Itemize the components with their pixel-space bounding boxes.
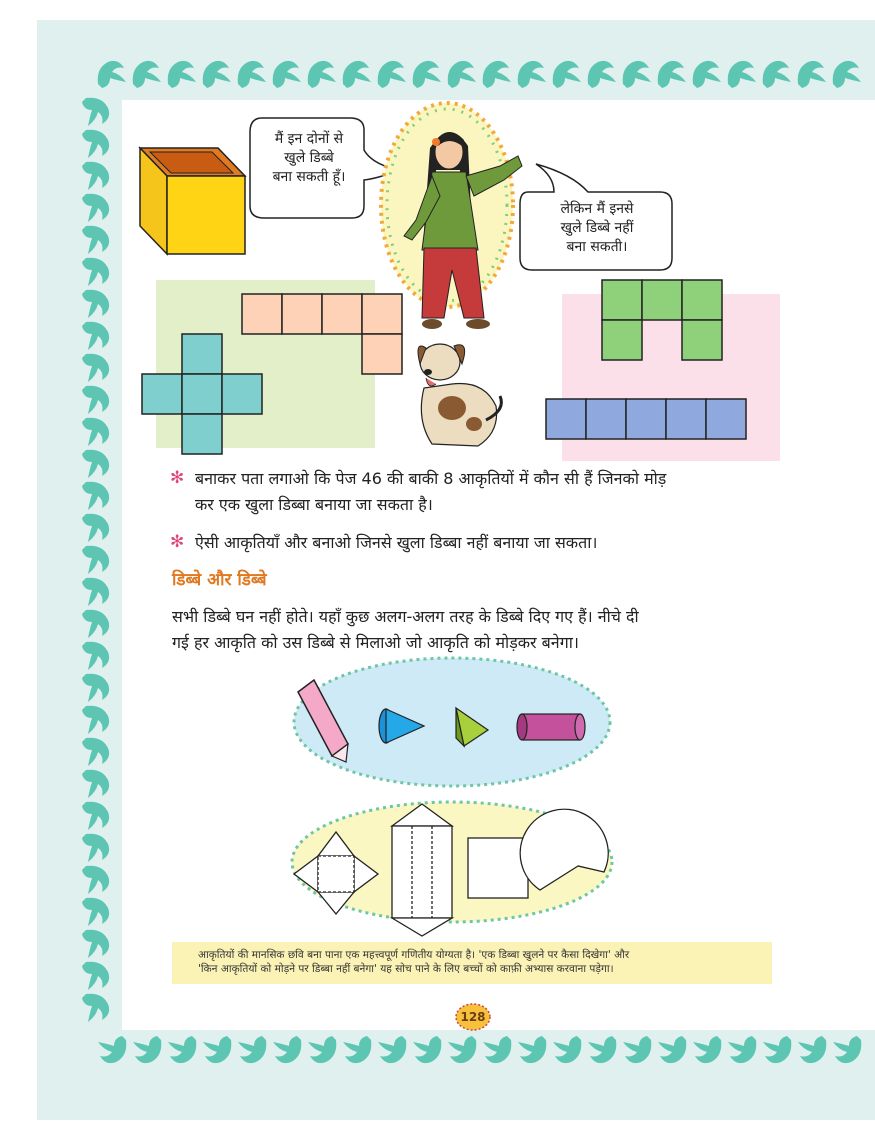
speech-right-line: बना सकती। (566, 239, 628, 255)
bullet-text-2 (195, 530, 597, 556)
square-net (468, 838, 528, 898)
note-line: आकृतियों की मानसिक छवि बना पाना एक महत्त्वपूर्ण गणितीय योग्यता है। 'एक डिब्बा खुलने पर कैसा दिखेगा' और (198, 949, 630, 961)
instruction-paragraph (172, 604, 639, 656)
bullet-marker: ✻ (170, 468, 185, 488)
prism-net (392, 804, 452, 936)
net-blue-strip (546, 399, 746, 439)
paragraph-line: सभी डिब्बे घन नहीं होते। यहाँ कुछ अलग-अलग तरह के डिब्बे दिए गए हैं। नीचे दी (172, 607, 639, 626)
speech-left-line: खुले डिब्बे (284, 150, 334, 166)
paragraph-line: गई हर आकृति को उस डिब्बे से मिलाओ जो आकृति को मोड़कर बनेगा। (172, 633, 579, 652)
page-number: 128 (460, 1010, 486, 1024)
speech-left (254, 130, 364, 187)
bullet-line: ऐसी आकृतियाँ और बनाओ जिनसे खुला डिब्बा नहीं बनाया जा सकता। (195, 533, 598, 552)
bullet-line: कर एक खुला डिब्बा बनाया जा सकता है। (195, 495, 433, 514)
speech-left-line: मैं इन दोनों से (274, 131, 344, 147)
speech-left-line: बना सकती हूँ। (272, 169, 346, 185)
cube-icon (140, 148, 245, 254)
speech-right-line: लेकिन मैं इनसे (560, 201, 634, 217)
bullet-line: बनाकर पता लगाओ कि पेज 46 की बाकी 8 आकृतियों में कौन सी हैं जिनको मोड़ (195, 469, 667, 488)
teacher-note (172, 942, 772, 984)
bullet-text-1 (195, 466, 666, 518)
speech-right (524, 200, 670, 257)
note-line: 'किन आकृतियों को मोड़ने पर डिब्बा नहीं बनेगा' यह सोच पाने के लिए बच्चों को काफ़ी अभ्यास करवाना पड़ेगा। (198, 963, 614, 975)
dog-illustration (418, 344, 501, 446)
section-heading: डिब्बे और डिब्बे (172, 570, 267, 590)
cylinder-icon (517, 714, 585, 740)
speech-right-line: खुले डिब्बे नहीं (560, 220, 634, 236)
bullet-marker: ✻ (170, 532, 185, 552)
